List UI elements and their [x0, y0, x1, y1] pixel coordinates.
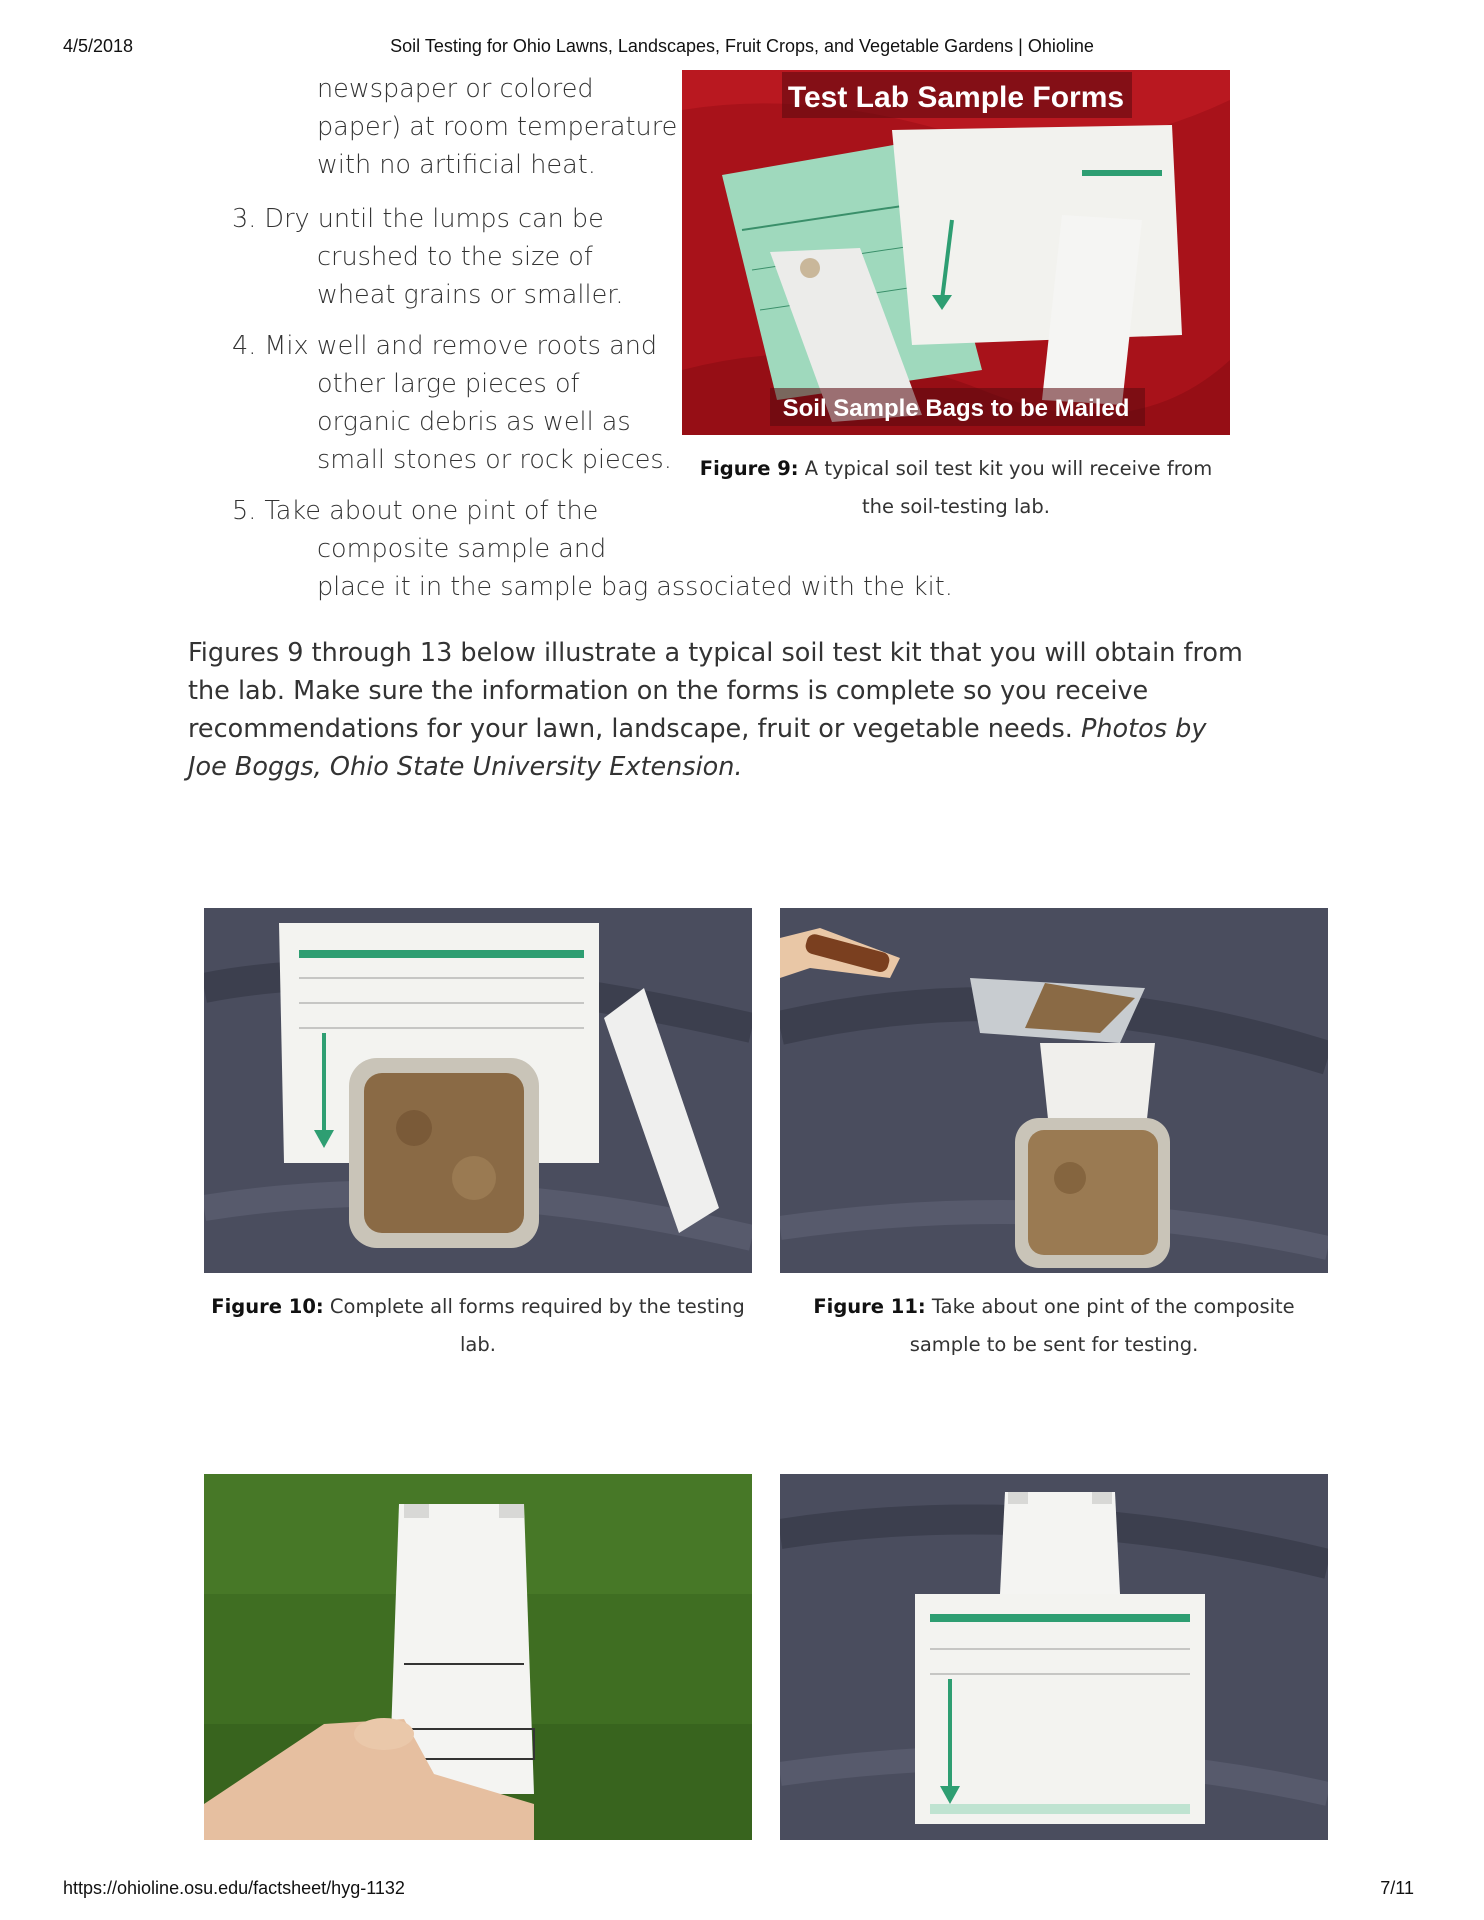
figure-11-caption-text: Take about one pint of the composite sample to be sent for testing. — [909, 1295, 1295, 1356]
figure-11-photo — [780, 908, 1328, 1273]
figure-11-caption — [780, 1288, 1328, 1364]
figure-13-photo — [780, 1474, 1328, 1840]
figure-10-photo — [204, 908, 752, 1273]
print-page-title: Soil Testing for Ohio Lawns, Landscapes, Fruit Crops, and Vegetable Gardens | Ohioline — [390, 36, 1094, 56]
print-url: https://ohioline.osu.edu/factsheet/hyg-1132 — [63, 1878, 405, 1898]
figure-9-label: Figure 9: — [699, 457, 799, 480]
figure-10-caption — [204, 1288, 752, 1364]
figure-9-photo — [682, 70, 1230, 435]
print-page-number: 7/11 — [1380, 1878, 1414, 1898]
figure-9-caption-text: A typical soil test kit you will receive from the soil-testing lab. — [798, 457, 1213, 518]
figure-12-photo — [204, 1474, 752, 1840]
step-line: other large pieces of — [317, 369, 580, 399]
figure-9-photo-subtitle: Soil Sample Bags to be Mailed — [782, 395, 1130, 422]
figure-10-caption-text: Complete all forms required by the testing lab. — [323, 1295, 745, 1356]
step-2-continuation — [317, 70, 677, 184]
step-line: wheat grains or smaller. — [317, 280, 624, 310]
step-line: paper) at room temperature — [317, 112, 678, 142]
intro-paragraph — [188, 634, 1248, 786]
figure-11-label: Figure 11: — [813, 1295, 926, 1318]
step-3 — [232, 200, 624, 314]
figure-9-caption — [682, 450, 1230, 526]
step-4 — [232, 327, 672, 479]
step-line: composite sample and — [317, 534, 607, 564]
intro-paragraph-text: Figures 9 through 13 below illustrate a typical soil test kit that you will obtain from the lab. Make sure the information on the forms is complete so you receive recommendations for your lawn, landscape, fruit or vegetable needs. — [188, 638, 1243, 744]
step-line: 4. Mix well and remove roots and — [232, 331, 658, 361]
step-line: organic debris as well as — [317, 407, 631, 437]
step-line: newspaper or colored — [317, 74, 594, 104]
step-line: place it in the sample bag associated with the kit. — [317, 572, 953, 602]
print-date: 4/5/2018 — [63, 36, 134, 56]
figure-10-label: Figure 10: — [211, 1295, 324, 1318]
figure-9-photo-title: Test Lab Sample Forms — [787, 81, 1125, 114]
step-line: crushed to the size of — [317, 242, 593, 272]
step-line: 5. Take about one pint of the — [232, 496, 599, 526]
step-line: with no artificial heat. — [317, 150, 596, 180]
photo-credit: Photos by Joe Boggs, Ohio State University Extension. — [188, 714, 1207, 782]
step-line: 3. Dry until the lumps can be — [232, 204, 604, 234]
step-line: small stones or rock pieces. — [317, 445, 672, 475]
